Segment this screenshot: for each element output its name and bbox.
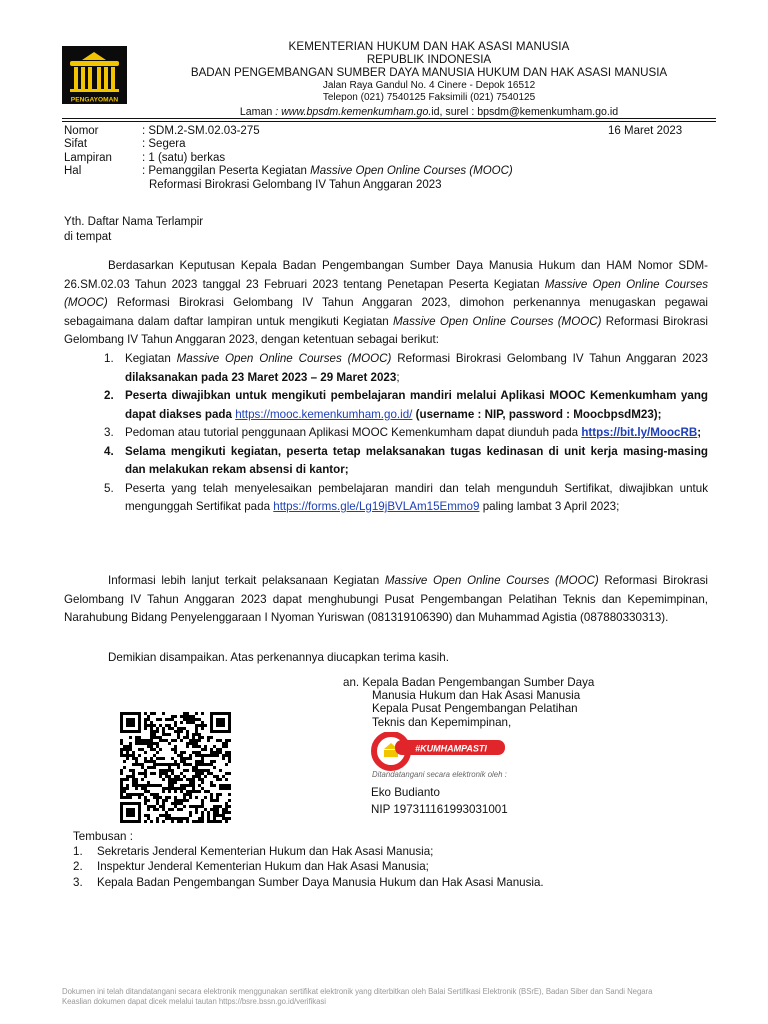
letter-number: : SDM.2-SM.02.03-275: [142, 125, 260, 137]
signer-nip: NIP 197311161993031001: [371, 803, 508, 816]
qr-code: [120, 712, 231, 823]
agency-address: Jalan Raya Gandul No. 4 Cinere - Depok 16512: [322, 80, 536, 91]
verification-link[interactable]: Keaslian dokumen dapat dicek melalui tautan https://bsre.bssn.go.id/verifikasi: [62, 996, 326, 1006]
logo-text: PENGAYOMAN: [70, 96, 119, 104]
letter-meta: Nomor : SDM.2-SM.02.03-275 Sifat : Segera Lampiran : 1 (satu) berkas Hal : Pemanggilan Peserta Kegiatan Massive Open Online Courses (MOOC) Reformasi Birokrasi Gelombang IV Tahun Anggaran 2023: [64, 125, 609, 192]
list-item: 3. Kepala Badan Pengembangan Sumber Daya Manusia Hukum dan Hak Asasi Manusia.: [73, 875, 544, 889]
republic-name: REPUBLIK INDONESIA: [366, 53, 492, 66]
letterhead: [130, 40, 728, 119]
letter-date: 16 Maret 2023: [608, 125, 683, 137]
list-item: 1. Sekretaris Jenderal Kementerian Hukum dan Hak Asasi Manusia;: [73, 845, 434, 859]
list-item: 3. Pedoman atau tutorial penggunaan Aplikasi MOOC Kemenkumham dapat diunduh pada https://bit.ly/MoocRB;: [104, 426, 702, 439]
list-item: 2. Inspektur Jenderal Kementerian Hukum dan Hak Asasi Manusia;: [73, 860, 429, 874]
agency-phone: Telepon (021) 7540125 Faksimili (021) 7540125: [322, 92, 536, 103]
letter-subject-line2: Reformasi Birokrasi Gelombang IV Tahun Anggaran 2023: [149, 178, 442, 191]
website-link[interactable]: : www.bpsdm.kemenkumham.go.: [275, 106, 432, 118]
paragraph-1: Berdasarkan Keputusan Kepala Badan Pengembangan Sumber Daya Manusia Hukum dan HAM Nomor SDM-26.SM.02.03 Tahun 2023 tanggal 23 Februari 2023 tentang Penetapan Peserta Kegiatan Massive Open Online Courses (MOOC) Reformasi Birokrasi Gelombang IV Tahun Anggaran 2023, dimohon perkenannya menugaskan pegawai sebagaimana dalam daftar lampiran untuk mengikuti Kegiatan Massive Open Online Courses (MOOC) Reformasi Birokrasi Gelombang IV Tahun Anggaran 2023, dengan ketentuan sebagai berikut:: [64, 259, 709, 346]
qr-modules: [120, 712, 231, 823]
signature-block: an. Kepala Badan Pengembangan Sumber Daya Manusia Hukum dan Hak Asasi Manusia Kepala Pusat Pengembangan Pelatihan Teknis dan Kepemimpinan,: [343, 676, 595, 729]
header-divider: [62, 118, 716, 119]
ministry-name: KEMENTERIAN HUKUM DAN HAK ASASI MANUSIA: [288, 40, 570, 53]
e-signature-seal: [371, 732, 511, 772]
signer-name: Eko Budianto: [371, 786, 440, 799]
mooc-link[interactable]: https://mooc.kemenkumham.go.id/: [235, 407, 413, 421]
letter-attachment: : 1 (satu) berkas: [142, 151, 226, 164]
seal-text: #KUMHAMPASTI: [415, 743, 487, 754]
signer: [371, 784, 508, 818]
provisions-list: [104, 350, 708, 517]
agency-name: BADAN PENGEMBANGAN SUMBER DAYA MANUSIA HUKUM DAN HAK ASASI MANUSIA: [190, 66, 668, 79]
ministry-logo: [62, 46, 127, 104]
list-item: 2. Peserta diwajibkan untuk mengikuti pembelajaran mandiri melalui Aplikasi MOOC Kemenkumham yang dapat diakses pada https://mooc.kemenkumham.go.id/ (username : NIP, password : MoocbpsdM23);: [104, 389, 708, 421]
letter-nature: : Segera: [142, 138, 186, 151]
agency-web: Laman : www.bpsdm.kemenkumham.go.id, surel : bpsdm@kemenkumham.go.id: [239, 106, 619, 118]
tembusan-title: Tembusan :: [73, 830, 133, 843]
tutorial-link[interactable]: https://bit.ly/MoocRB: [581, 426, 698, 439]
closing-sentence: Demikian disampaikan. Atas perkenannya diucapkan terima kasih.: [108, 651, 449, 664]
email-text[interactable]: id, surel : bpsdm@kemenkumham.go.id: [431, 106, 619, 118]
list-item: 4. Selama mengikuti kegiatan, peserta tetap melaksanakan tugas kedinasan di unit kerja masing-masing dan melakukan rekam absensi di kantor;: [104, 444, 708, 476]
footer-note: Dokumen ini telah ditandatangani secara elektronik menggunakan sertifikat elektronik yang diterbitkan oleh Balai Sertifikasi Elektronik (BSrE), Badan Siber dan Sandi Negara Keaslian dokumen dapat dicek melalui tautan https://bsre.bssn.go.id/verifikasi: [62, 987, 653, 1006]
list-item: 5. Peserta yang telah menyelesaikan pembelajaran mandiri dan telah mengunduh Sertifikat, diwajibkan untuk mengunggah Sertifikat pada https://forms.gle/Lg19jBVLAm15Emmo9 paling lambat 3 April 2023;: [104, 481, 708, 513]
paragraph-2: Informasi lebih lanjut terkait pelaksanaan Kegiatan Massive Open Online Courses (MOOC) Reformasi Birokrasi Gelombang IV Tahun Anggaran 2023 dapat menghubungi Pusat Pengembangan Pelatihan Teknis dan Kepemimpinan, Narahubung Bidang Penyelenggaraan I Nyoman Yuriswan (081319106390) dan Muhammad Agistia (087880330313).: [64, 574, 708, 624]
certificate-form-link[interactable]: https://forms.gle/Lg19jBVLAm15Emmo9: [273, 500, 480, 513]
list-item: 1. Kegiatan Massive Open Online Courses (MOOC) Reformasi Birokrasi Gelombang IV Tahun Anggaran 2023 dilaksanakan pada 23 Maret 2023 – 29 Maret 2023;: [104, 352, 708, 384]
esign-label: Ditandatangani secara elektronik oleh :: [372, 770, 507, 779]
letter-subject: : Pemanggilan Peserta Kegiatan Massive Open Online Courses (MOOC): [142, 165, 513, 178]
tembusan: [73, 829, 544, 890]
header-divider-thin: [62, 121, 716, 122]
recipient: Yth. Daftar Nama Terlampir di tempat: [64, 216, 204, 243]
